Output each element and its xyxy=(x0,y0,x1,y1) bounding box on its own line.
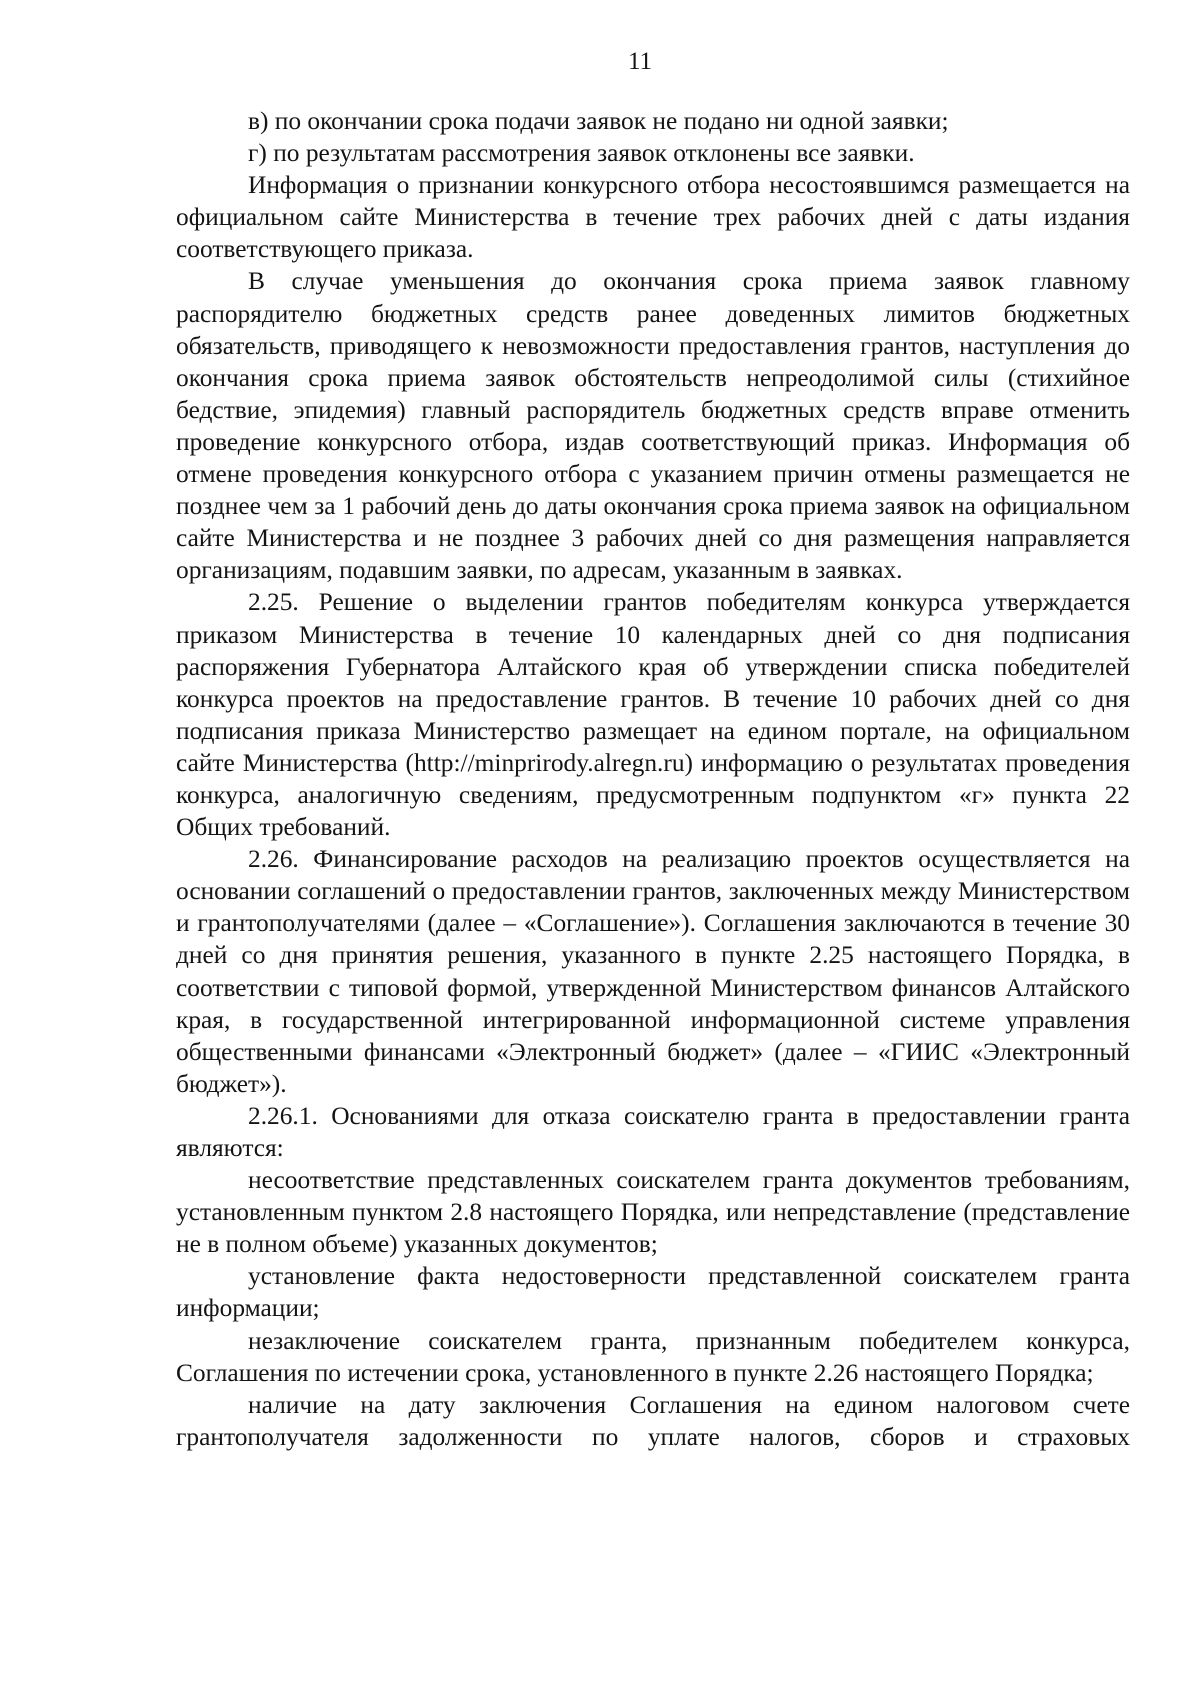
paragraph-refusal-ground-3: незаключение соискателем гранта, признанным победителем конкурса, Соглашения по истечении срока, установленного в пункте 2.26 настоящего Порядка; xyxy=(176,1326,1130,1387)
paragraph-item-g: г) по результатам рассмотрения заявок отклонены все заявки. xyxy=(248,139,915,168)
paragraph-cancellation: В случае уменьшения до окончания срока приема заявок главному распорядителю бюджетных средств ранее доведенных лимитов бюджетных обязательств, приводящего к невозможности предоставления грантов, наступления до окончания срока приема заявок обстоятельств непреодолимой силы (стихийное бедствие, эпидемия) главный распорядитель бюджетных средств вправе отменить проведение конкурсного отбора, издав соответствующий приказ. Информация об отмене проведения конкурсного отбора с указанием причин отмены размещается не позднее чем за 1 рабочий день до даты окончания срока приема заявок на официальном сайте Министерства и не позднее 3 рабочих дней со дня размещения направляется организациям, подавшим заявки, по адресам, указанным в заявках. xyxy=(176,267,1130,585)
page-number: 11 xyxy=(627,48,653,75)
document-body xyxy=(176,105,1130,1453)
paragraph-2-26-1: 2.26.1. Основаниями для отказа соискателю гранта в предоставлении гранта являются: xyxy=(176,1101,1130,1162)
paragraph-2-25: 2.25. Решение о выделении грантов победителям конкурса утверждается приказом Министерства в течение 10 календарных дней со дня подписания распоряжения Губернатора Алтайского края об утверждении списка победителей конкурса проектов на предоставление грантов. В течение 10 рабочих дней со дня подписания приказа Министерство размещает на едином портале, на официальном сайте Министерства (http://minprirody.alregn.ru) информацию о результатах проведения конкурса, аналогичную сведениям, предусмотренным подпунктом «г» пункта 22 Общих требований. xyxy=(176,588,1130,842)
paragraph-refusal-ground-1: несоответствие представленных соискателем гранта документов требованиям, установленным пунктом 2.8 настоящего Порядка, или непредставление (представление не в полном объеме) указанных документов; xyxy=(176,1166,1130,1259)
paragraph-2-26: 2.26. Финансирование расходов на реализацию проектов осуществляется на основании соглашений о предоставлении грантов, заключенных между Министерством и грантополучателями (далее – «Соглашение»). Соглашения заключаются в течение 30 дней со дня принятия решения, указанного в пункте 2.25 настоящего Порядка, в соответствии с типовой формой, утвержденной Министерством финансов Алтайского края, в государственной интегрированной информационной системе управления общественными финансами «Электронный бюджет» (далее – «ГИИС «Электронный бюджет»). xyxy=(176,845,1130,1098)
paragraph-refusal-ground-4: наличие на дату заключения Соглашения на едином налоговом счете грантополучателя задолженности по уплате налогов, сборов и страховых xyxy=(176,1390,1130,1451)
paragraph-refusal-ground-2: установление факта недостоверности представленной соискателем гранта информации; xyxy=(176,1262,1130,1323)
paragraph-failed-selection-info: Информация о признании конкурсного отбора несостоявшимся размещается на официальном сайте Министерства в течение трех рабочих дней с даты издания соответствующего приказа. xyxy=(176,171,1130,264)
paragraph-item-v: в) по окончании срока подачи заявок не подано ни одной заявки; xyxy=(248,107,949,135)
